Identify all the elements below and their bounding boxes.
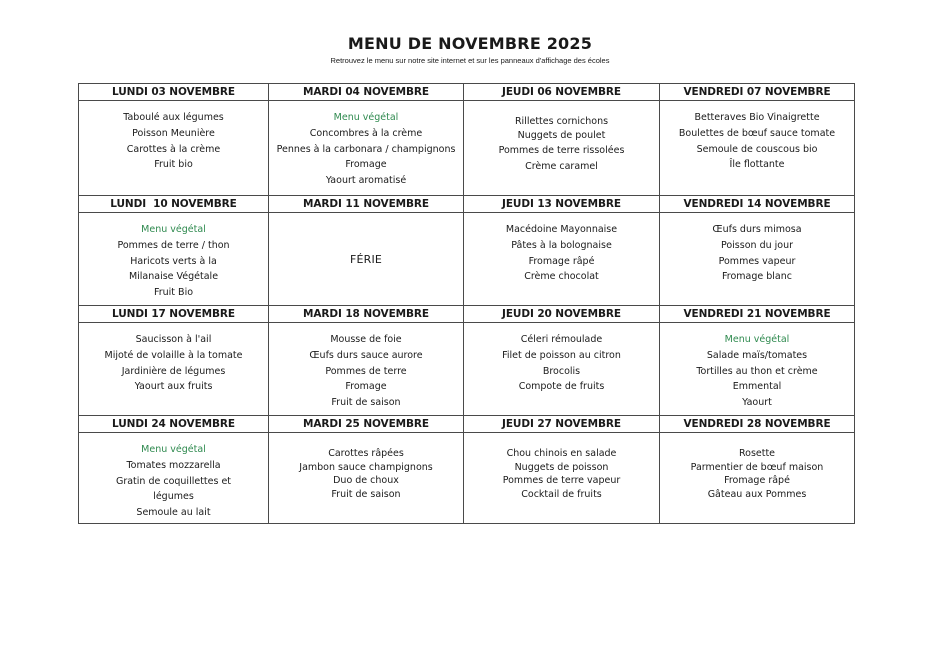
menu-item: Fromage	[345, 381, 387, 393]
menu-item: Rillettes cornichons	[514, 116, 609, 127]
menu-item: Pommes de terre / thon	[117, 239, 230, 251]
day-menu-cell	[79, 323, 269, 416]
menu-item: Haricots verts à la	[130, 255, 217, 267]
day-header: LUNDI 10 NOVEMBRE	[79, 196, 269, 213]
menu-item: Céleri rémoulade	[520, 334, 603, 345]
day-menu-cell	[269, 433, 464, 524]
page-subtitle: Retrouvez le menu sur notre site internet et sur les panneaux d'affichage des écoles	[330, 56, 610, 65]
menu-item: Parmentier de bœuf maison	[690, 461, 824, 473]
menu-item: Taboulé aux légumes	[123, 112, 224, 123]
menu-item: Crème chocolat	[524, 271, 599, 283]
vegetarian-menu-label: Menu végétal	[333, 112, 399, 123]
menu-item: Fromage râpé	[724, 475, 790, 487]
menu-item: Fruit Bio	[153, 287, 194, 299]
menu-item: Gâteau aux Pommes	[707, 488, 807, 500]
day-header: JEUDI 06 NOVEMBRE	[464, 84, 660, 101]
menu-item: Rosette	[738, 448, 776, 459]
menu-item: Yaourt aux fruits	[134, 381, 213, 393]
day-menu-cell	[269, 101, 464, 196]
week-menu-row	[79, 433, 855, 524]
menu-item: Nuggets de poisson	[514, 461, 609, 473]
menu-item: Fruit de saison	[331, 397, 401, 409]
menu-item: Chou chinois en salade	[506, 448, 617, 459]
menu-item: Brocolis	[542, 365, 581, 377]
day-header: JEUDI 13 NOVEMBRE	[464, 196, 660, 213]
day-header: LUNDI 24 NOVEMBRE	[79, 416, 269, 433]
menu-item: Concombres à la crème	[309, 127, 423, 139]
day-header: MARDI 11 NOVEMBRE	[269, 196, 464, 213]
menu-item: Milanaise Végétale	[128, 271, 219, 283]
menu-item: Jambon sauce champignons	[299, 461, 433, 473]
menu-item: légumes	[153, 491, 194, 503]
menu-item: Pommes vapeur	[718, 255, 796, 267]
day-header: LUNDI 03 NOVEMBRE	[79, 84, 269, 101]
day-header: VENDREDI 14 NOVEMBRE	[660, 196, 855, 213]
menu-item: Pommes de terre rissolées	[498, 145, 625, 157]
holiday-label: FÉRIE	[349, 252, 383, 266]
menu-item: Compote de fruits	[518, 381, 605, 393]
day-header: MARDI 04 NOVEMBRE	[269, 84, 464, 101]
menu-item: Poisson Meunière	[132, 127, 215, 139]
day-header: VENDREDI 28 NOVEMBRE	[660, 416, 855, 433]
vegetarian-menu-label: Menu végétal	[724, 334, 790, 345]
menu-item: Poisson du jour	[720, 239, 794, 251]
menu-item: Pennes à la carbonara / champignons	[276, 143, 456, 155]
menu-item: Filet de poisson au citron	[502, 349, 621, 361]
day-menu-cell	[660, 433, 855, 524]
day-menu-cell	[464, 101, 660, 196]
day-menu-cell	[660, 323, 855, 416]
menu-item: Œufs durs mimosa	[712, 224, 802, 235]
day-menu-cell	[79, 433, 269, 524]
menu-item: Macédoine Mayonnaise	[505, 224, 618, 235]
menu-item: Emmental	[732, 381, 782, 393]
holiday-cell	[269, 213, 464, 306]
menu-item: Salade maïs/tomates	[706, 349, 808, 361]
menu-item: Carottes à la crème	[126, 143, 221, 155]
menu-item: Cocktail de fruits	[521, 488, 602, 500]
day-header: MARDI 18 NOVEMBRE	[269, 306, 464, 323]
menu-item: Tortilles au thon et crème	[696, 365, 818, 377]
menu-item: Fromage	[345, 159, 387, 171]
menu-item: Gratin de coquillettes et	[115, 475, 232, 487]
week-header-row	[79, 416, 855, 433]
day-header: JEUDI 20 NOVEMBRE	[464, 306, 660, 323]
menu-item: Jardinière de légumes	[121, 365, 226, 377]
day-header: JEUDI 27 NOVEMBRE	[464, 416, 660, 433]
day-menu-cell	[79, 213, 269, 306]
menu-item: Carottes râpées	[328, 448, 404, 459]
menu-item: Semoule au lait	[136, 507, 211, 519]
menu-item: Œufs durs sauce aurore	[309, 349, 423, 361]
day-menu-cell	[464, 213, 660, 306]
day-header: LUNDI 17 NOVEMBRE	[79, 306, 269, 323]
week-header-row	[79, 196, 855, 213]
menu-item: Saucisson à l'ail	[135, 334, 212, 345]
menu-item: Pommes de terre vapeur	[502, 475, 621, 487]
menu-item: Fromage râpé	[528, 255, 595, 267]
menu-item: Duo de choux	[333, 475, 399, 487]
menu-item: Tomates mozzarella	[126, 459, 221, 471]
menu-item: Boulettes de bœuf sauce tomate	[678, 127, 836, 139]
week-header-row	[79, 306, 855, 323]
day-header: VENDREDI 21 NOVEMBRE	[660, 306, 855, 323]
menu-item: Nuggets de poulet	[517, 129, 606, 141]
menu-item: Pommes de terre	[325, 365, 407, 377]
menu-item: Semoule de couscous bio	[696, 143, 818, 155]
week-header-row	[79, 84, 855, 101]
day-menu-cell	[660, 213, 855, 306]
week-menu-row	[79, 323, 855, 416]
day-menu-cell	[660, 101, 855, 196]
day-menu-cell	[269, 323, 464, 416]
menu-item: Yaourt	[742, 397, 772, 409]
menu-item: Mousse de foie	[330, 334, 402, 345]
menu-item: Fruit de saison	[331, 488, 401, 500]
vegetarian-menu-label: Menu végétal	[141, 444, 206, 455]
day-menu-cell	[464, 323, 660, 416]
vegetarian-menu-label: Menu végétal	[141, 224, 206, 235]
menu-item: Crème caramel	[525, 160, 598, 172]
day-header: MARDI 25 NOVEMBRE	[269, 416, 464, 433]
menu-table	[78, 83, 855, 524]
day-menu-cell	[79, 101, 269, 196]
menu-item: Pâtes à la bolognaise	[511, 239, 612, 251]
menu-item: Mijoté de volaille à la tomate	[104, 349, 243, 361]
menu-item: Fromage blanc	[722, 271, 792, 283]
week-menu-row	[79, 101, 855, 196]
page-title: MENU DE NOVEMBRE 2025	[347, 34, 593, 53]
day-header: VENDREDI 07 NOVEMBRE	[660, 84, 855, 101]
menu-item: Île flottante	[729, 159, 785, 171]
menu-item: Fruit bio	[154, 159, 193, 171]
menu-item: Betteraves Bio Vinaigrette	[694, 112, 820, 123]
day-menu-cell	[464, 433, 660, 524]
menu-item: Yaourt aromatisé	[325, 175, 407, 187]
week-menu-row	[79, 213, 855, 306]
